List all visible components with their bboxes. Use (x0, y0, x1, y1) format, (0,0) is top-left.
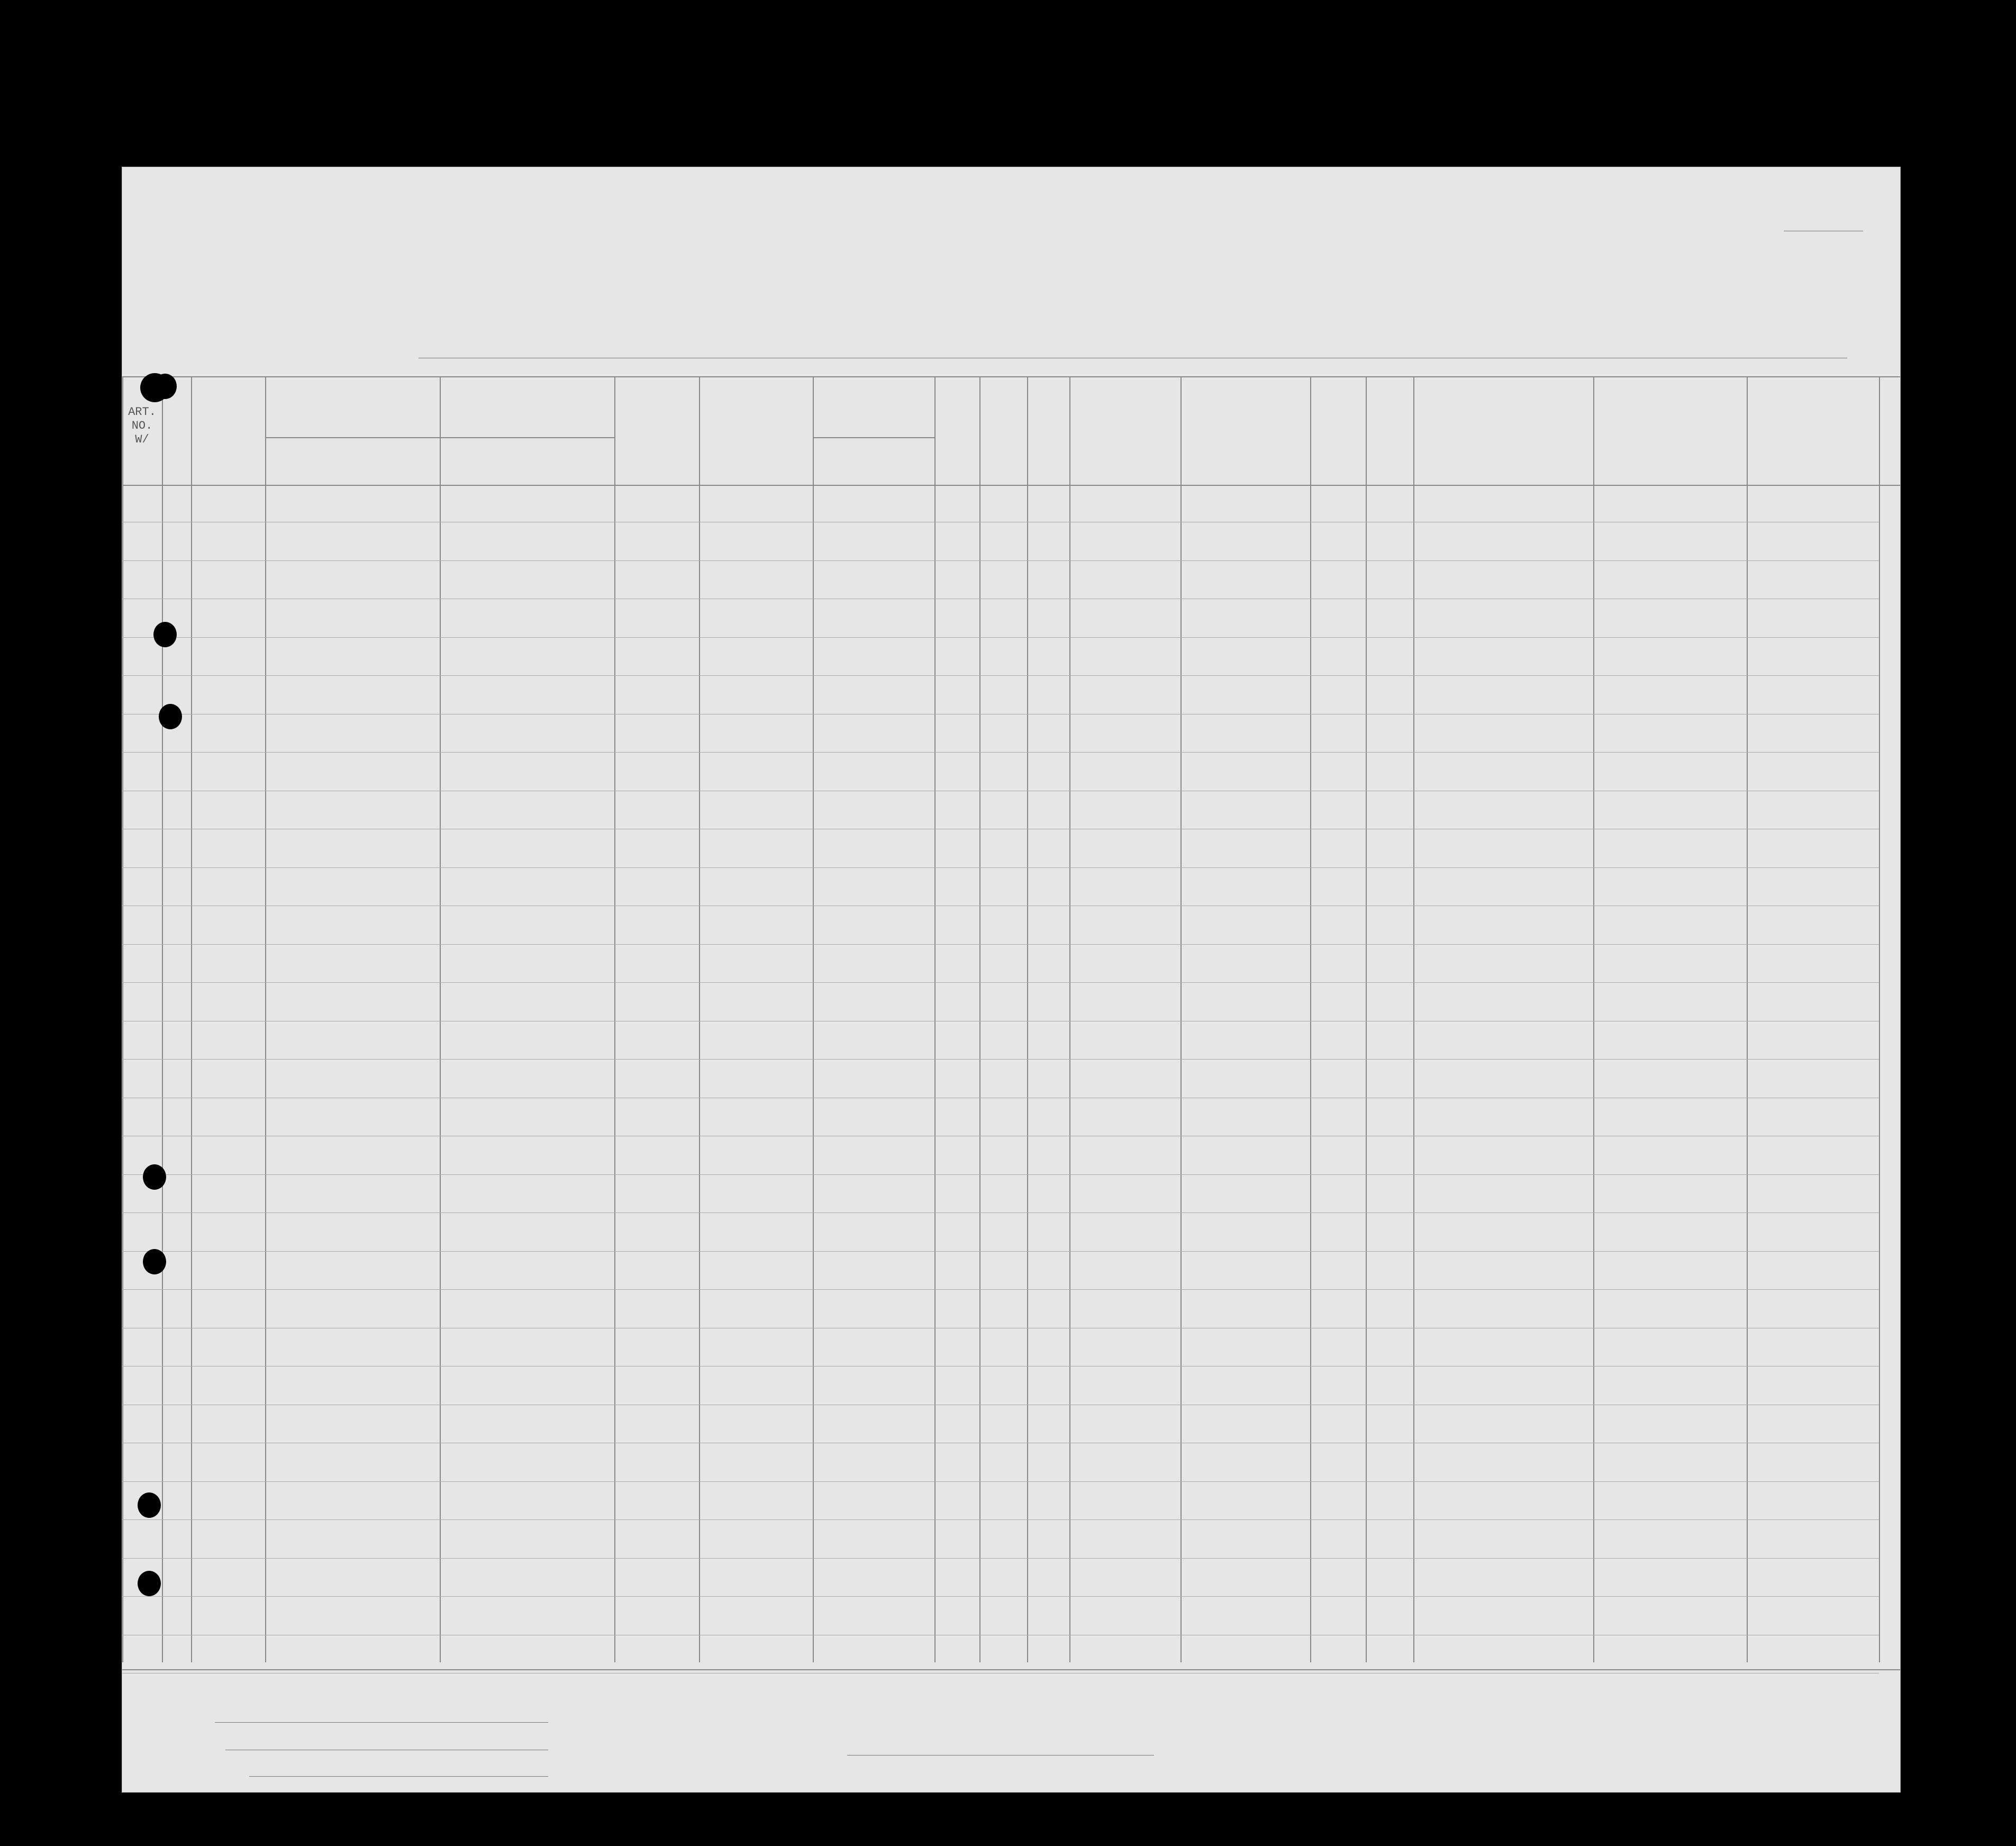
crew-table (122, 376, 1900, 1662)
subheader-rule (265, 437, 614, 438)
header-rule (122, 485, 1900, 486)
row-rule (122, 1366, 1879, 1367)
header-rule (122, 376, 1900, 377)
row-rule (122, 1251, 1879, 1252)
column-rule (1069, 376, 1070, 1662)
manifest-sheet (122, 167, 1901, 1793)
punch-hole (138, 1571, 161, 1596)
column-rule (265, 376, 266, 1662)
row-rule (122, 982, 1879, 983)
colheader-art-no: ART. NO. W/ (128, 405, 156, 446)
column-rule (614, 376, 615, 1662)
row-rule (122, 867, 1879, 868)
punch-hole (138, 1492, 161, 1518)
column-rule (813, 376, 814, 1662)
row-rule (122, 637, 1879, 638)
row-rule (122, 560, 1879, 561)
column-rule (440, 376, 441, 1662)
row-rule (122, 752, 1879, 753)
column-rule (122, 376, 123, 1662)
row-rule (122, 1558, 1879, 1559)
column-rule (1413, 376, 1414, 1662)
agents-underline (249, 1776, 548, 1777)
row-rule (122, 1596, 1879, 1597)
column-rule (1747, 376, 1748, 1662)
row-rule (122, 1481, 1879, 1482)
column-rule (1310, 376, 1311, 1662)
column-rule (934, 376, 936, 1662)
column-rule (191, 376, 192, 1662)
punch-hole (153, 622, 177, 647)
column-rule (1593, 376, 1594, 1662)
subheader-rule (813, 437, 934, 438)
row-rule (122, 1519, 1879, 1520)
column-rule (1180, 376, 1182, 1662)
punch-hole (143, 1249, 166, 1274)
line-underline (215, 1722, 548, 1723)
column-rule (1366, 376, 1367, 1662)
row-rule (122, 1059, 1879, 1060)
row-rule (122, 675, 1879, 676)
row-rule (122, 1174, 1879, 1175)
punch-hole (159, 704, 182, 729)
footer-rule (122, 1669, 1900, 1670)
column-rule (1027, 376, 1028, 1662)
punch-hole (143, 1164, 166, 1190)
column-rule (1879, 376, 1880, 1662)
row-rule (122, 1289, 1879, 1290)
column-rule (699, 376, 700, 1662)
row-rule (122, 944, 1879, 945)
row-rule (122, 1212, 1879, 1213)
column-rule (979, 376, 980, 1662)
column-rule (162, 376, 163, 1662)
punch-hole (140, 373, 169, 402)
